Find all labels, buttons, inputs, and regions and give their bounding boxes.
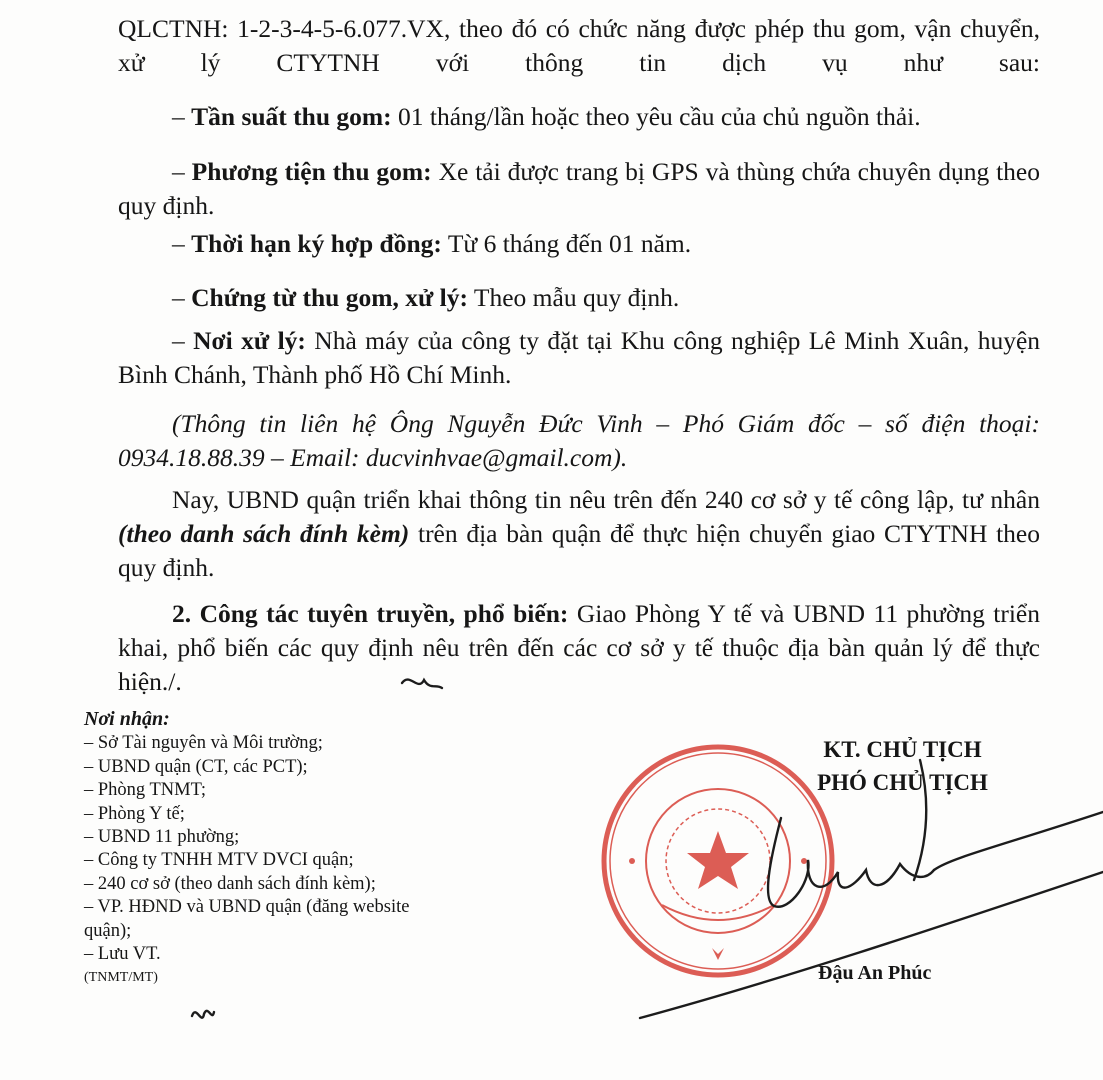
recipient-item: – Phòng Y tế; bbox=[84, 803, 185, 824]
recipient-item: – Lưu VT. bbox=[84, 944, 161, 965]
item-text: 01 tháng/lần hoặc theo yêu cầu của chủ nguồn thải. bbox=[398, 102, 921, 131]
contact-text: (Thông tin liên hệ Ông Nguyễn Đức Vinh – Phó Giám đốc – số điện thoại: 0934.18.88.39 – Email: ducvinhvae@gmail.com). bbox=[118, 409, 1040, 472]
item-text: Nhà máy của công ty đặt tại Khu công nghiệp Lê Minh Xuân, huyện Bình Chánh, Thành phố Hồ Chí Minh. bbox=[118, 326, 1041, 389]
service-item-frequency: – Tần suất thu gom: 01 tháng/lần hoặc theo yêu cầu của chủ nguồn thải. bbox=[172, 102, 921, 131]
item-label: Phương tiện thu gom: bbox=[191, 157, 432, 186]
recipient-item: – Sở Tài nguyên và Môi trường; bbox=[84, 733, 323, 754]
recipient-item: – Phòng TNMT; bbox=[84, 780, 206, 801]
recipient-item: – Công ty TNHH MTV DVCI quận; bbox=[84, 850, 354, 871]
item-text: Từ 6 tháng đến 01 năm. bbox=[447, 229, 692, 258]
recipient-item: – UBND 11 phường; bbox=[84, 827, 240, 848]
signer-name: Đậu An Phúc bbox=[818, 962, 932, 984]
section-2-text: Giao Phòng Y tế và UBND 11 phường triển khai, phổ biến các quy định nêu trên đến các cơ sở y tế thuộc địa bàn quản lý để thực hiện./. bbox=[118, 599, 1041, 696]
signer-title-line-2: PHÓ CHỦ TỊCH bbox=[817, 770, 988, 795]
service-item-contract-term: – Thời hạn ký hợp đồng: Từ 6 tháng đến 01 năm. bbox=[172, 229, 692, 258]
recipients-heading: Nơi nhận: bbox=[84, 708, 170, 730]
service-item-vehicle: – Phương tiện thu gom: Xe tải được trang bị GPS và thùng chứa chuyên dụng theo quy định. bbox=[118, 157, 1041, 220]
recipient-item: – VP. HĐND và UBND quận (đăng website quận); bbox=[84, 897, 410, 941]
service-item-treatment-site: – Nơi xử lý: Nhà máy của công ty đặt tại Khu công nghiệp Lê Minh Xuân, huyện Bình Chánh, Thành phố Hồ Chí Minh. bbox=[118, 326, 1041, 389]
item-text: Xe tải được trang bị GPS và thùng chứa chuyên dụng theo quy định. bbox=[118, 157, 1041, 220]
paragraph-text: QLCTNH: 1-2-3-4-5-6.077.VX, theo đó có chức năng được phép thu gom, vận chuyển, xử lý CTYTNH với thông tin dịch vụ như sau: bbox=[118, 14, 1040, 77]
recipient-item: – UBND quận (CT, các PCT); bbox=[84, 756, 308, 777]
item-label: Chứng từ thu gom, xử lý: bbox=[191, 283, 468, 312]
official-seal bbox=[604, 747, 832, 975]
section-2-label: 2. Công tác tuyên truyền, phổ biến: bbox=[172, 599, 569, 628]
reference-code: (TNMT/MT) bbox=[84, 970, 158, 986]
deploy-emphasis: (theo danh sách đính kèm) bbox=[118, 519, 410, 548]
service-item-documents: – Chứng từ thu gom, xử lý: Theo mẫu quy định. bbox=[172, 283, 680, 312]
item-label: Thời hạn ký hợp đồng: bbox=[191, 229, 442, 258]
deploy-text-end: trên địa bàn quận để thực hiện chuyển giao CTYTNH theo quy định. bbox=[118, 519, 1040, 582]
item-label: Tần suất thu gom: bbox=[191, 102, 392, 131]
deploy-text: Nay, UBND quận triển khai thông tin nêu trên đến 240 cơ sở y tế công lập, tư nhân bbox=[172, 485, 1040, 514]
item-text: Theo mẫu quy định. bbox=[473, 283, 680, 312]
item-label: Nơi xử lý: bbox=[193, 326, 306, 355]
signer-title-line-1: KT. CHỦ TỊCH bbox=[823, 737, 982, 762]
recipient-item: – 240 cơ sở (theo danh sách đính kèm); bbox=[84, 873, 376, 894]
